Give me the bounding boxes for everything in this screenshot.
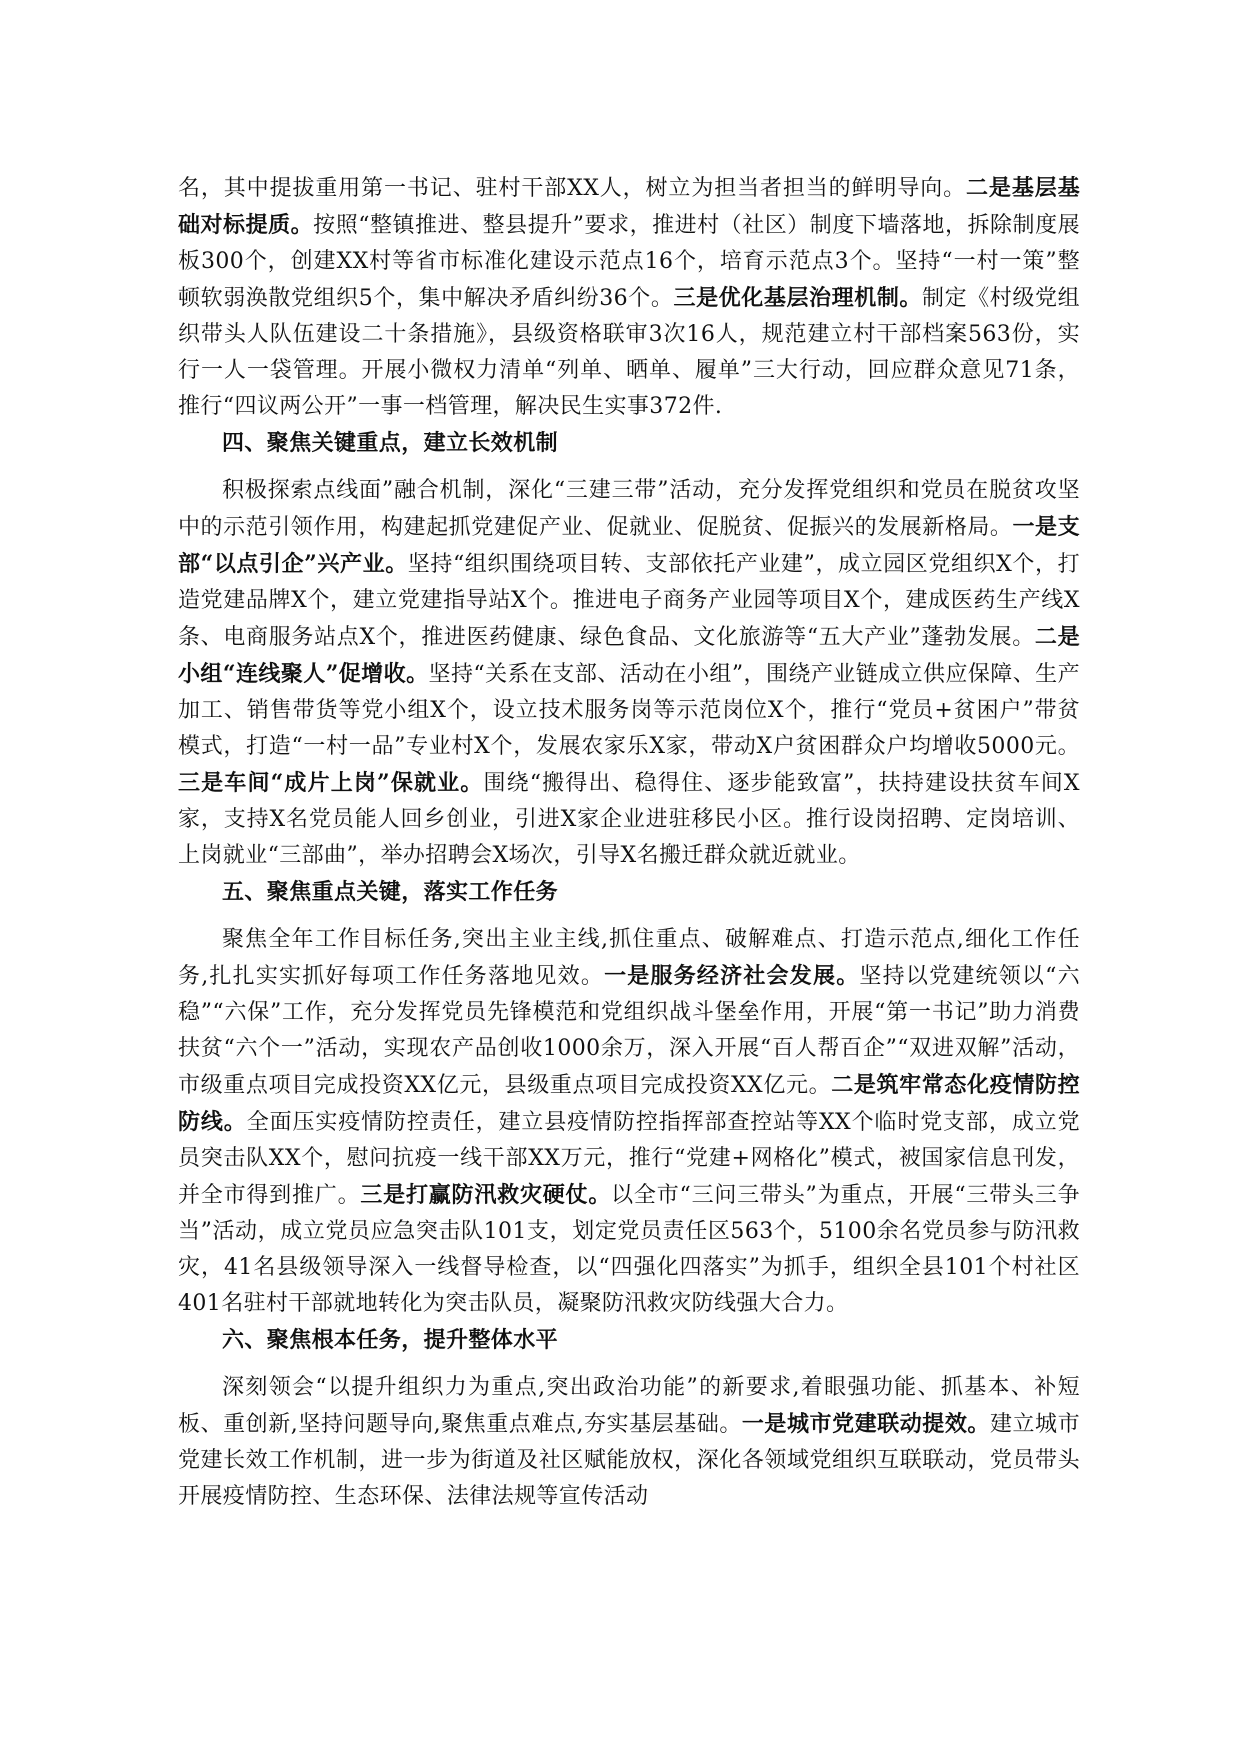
paragraph-continued (178, 170, 1080, 425)
paragraph-text: 以全市“三问三带头”为重点，开展“三带头三争当”活动，成立党员应急突击队101支，划定党员责任区563个，5100余名党员参与防汛救灾，41名县级领导深入一线督导检查，以“四强化四落实”为抓手，组织全县101个村社区401名驻村干部就地转化为突击队员，凝聚防汛救灾防线强大合力。 (178, 1183, 1081, 1316)
bold-lead-phrase: 一是支部“以点引企”兴产业。 (178, 514, 1080, 577)
paragraph-text: 坚持“关系在支部、活动在小组”，围绕产业链成立供应保障、生产加工、销售带货等党小组X个，设立技术服务岗等示范岗位X个，推行“党员+贫困户”带贫模式，打造“一村一品”专业村X个，发展农家乐X家，带动X户贫困群众户均增收5000元。 (178, 662, 1081, 759)
paragraph-text: 制定《村级党组织带头人队伍建设二十条措施》，县级资格联审3次16人，规范建立村干部档案563份，实行一人一袋管理。开展小微权力清单“列单、晒单、履单”三大行动，回应群众意见71条，推行“四议两公开”一事一档管理，解决民生实事372件. (178, 286, 1080, 419)
bold-lead-phrase: 三是车间“成片上岗”保就业。 (178, 770, 484, 796)
paragraph-text: 坚持“组织围绕项目转、支部依托产业建”，成立园区党组织X个，打造党建品牌X个，建立党建指导站X个。推进电子商务产业园等项目X个，建成医药生产线X条、电商服务站点X个，推进医药健康、绿色食品、文化旅游等“五大产业”蓬勃发展。 (178, 552, 1080, 650)
bold-lead-phrase: 三是打赢防汛救灾硬仗。 (360, 1182, 612, 1208)
section-5-paragraph (178, 922, 1080, 1322)
section-heading-4: 四、聚焦关键重点，建立长效机制 (222, 430, 559, 456)
bold-lead-phrase: 一是服务经济社会发展。 (604, 963, 860, 989)
bold-lead-phrase: 二是基层基础对标提质。 (178, 175, 1080, 238)
section-heading-5: 五、聚焦重点关键，落实工作任务 (222, 879, 559, 905)
bold-lead-phrase: 二是筑牢常态化疫情防控防线。 (178, 1072, 1081, 1135)
section-4-paragraph (178, 473, 1080, 874)
paragraph-text: 坚持以党建统领以“六稳”“六保”工作，充分发挥党员先锋模范和党组织战斗堡垒作用，开展“第一书记”助力消费扶贫“六个一”活动，实现农产品创收1000余万，深入开展“百人帮百企”“双进双解”活动，市级重点项目完成投资XX亿元，县级重点项目完成投资XX亿元。 (178, 964, 1080, 1098)
paragraph-text: 全面压实疫情防控责任，建立县疫情防控指挥部查控站等XX个临时党支部，成立党员突击队XX个，慰问抗疫一线干部XX万元，推行“党建+网格化”模式，被国家信息刊发，并全市得到推广。 (178, 1110, 1080, 1208)
paragraph-text: 围绕“搬得出、稳得住、逐步能致富”，扶持建设扶贫车间X家，支持X名党员能人回乡创业，引进X家企业进驻移民小区。推行设岗招聘、定岗培训、上岗就业“三部曲”，举办招聘会X场次，引导X名搬迁群众就近就业。 (178, 771, 1080, 868)
section-heading-6: 六、聚焦根本任务，提升整体水平 (222, 1327, 559, 1353)
paragraph-text: 积极探索点线面”融合机制，深化“三建三带”活动，充分发挥党组织和党员在脱贫攻坚中的示范引领作用，构建起抓党建促产业、促就业、促脱贫、促振兴的发展新格局。 (178, 478, 1080, 540)
paragraph-text: 深刻领会“以提升组织力为重点,突出政治功能”的新要求,着眼强功能、抓基本、补短板、重创新,坚持问题导向,聚焦重点难点,夯实基层基础。 (178, 1375, 1080, 1437)
paragraph-text: 按照“整镇推进、整县提升”要求，推进村（社区）制度下墙落地，拆除制度展板300个，创建XX村等省市标准化建设示范点16个，培育示范点3个。坚持“一村一策”整顿软弱涣散党组织5个，集中解决矛盾纠纷36个。 (178, 213, 1080, 311)
document-page (178, 170, 1080, 1515)
paragraph-text: 聚焦全年工作目标任务,突出主业主线,抓住重点、破解难点、打造示范点,细化工作任务,扎扎实实抓好每项工作任务落地见效。 (178, 927, 1080, 989)
section-6-paragraph (178, 1370, 1080, 1515)
paragraph-text: 建立城市党建长效工作机制，进一步为街道及社区赋能放权，深化各领域党组织互联联动，党员带头开展疫情防控、生态环保、法律法规等宣传活动 (178, 1412, 1081, 1509)
bold-lead-phrase: 三是优化基层治理机制。 (673, 285, 923, 311)
bold-lead-phrase: 二是小组“连线聚人”促增收。 (178, 624, 1080, 687)
paragraph-text: 名，其中提拔重用第一书记、驻村干部XX人，树立为担当者担当的鲜明导向。 (178, 176, 967, 201)
bold-lead-phrase: 一是城市党建联动提效。 (741, 1411, 990, 1437)
